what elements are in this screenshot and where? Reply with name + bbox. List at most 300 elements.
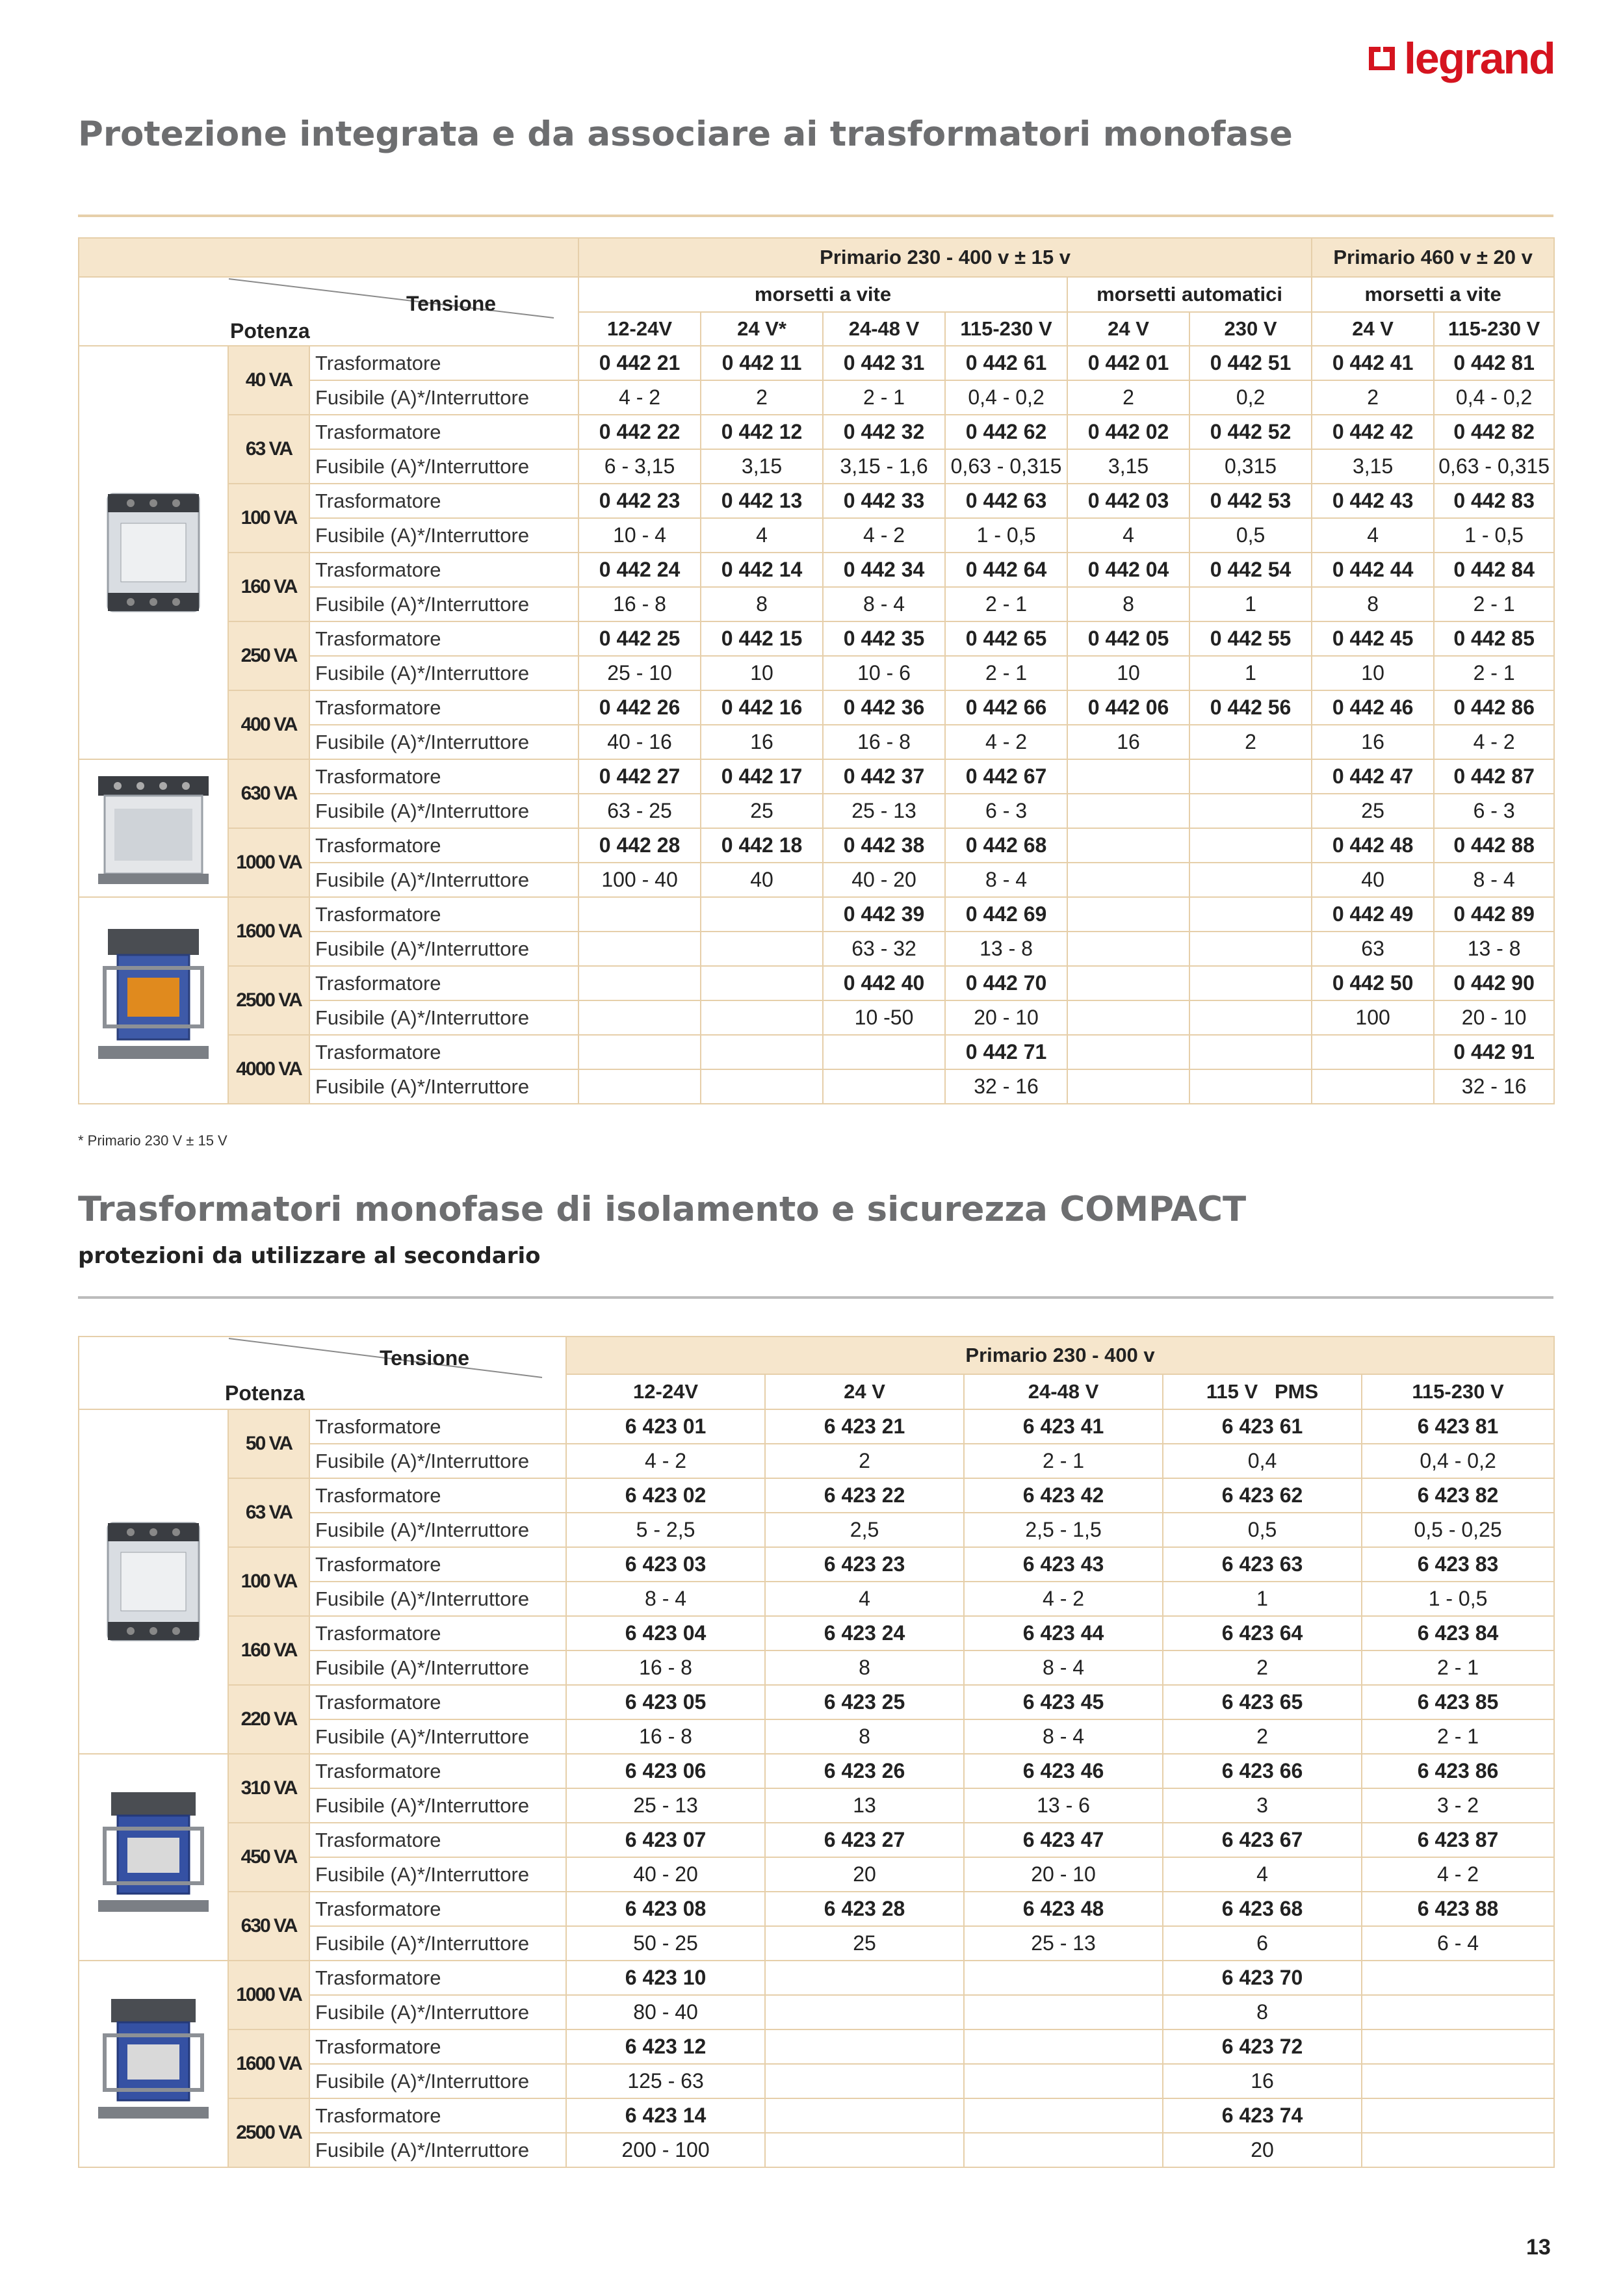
product-code: 6 423 22	[765, 1478, 964, 1513]
product-code: 6 423 26	[765, 1754, 964, 1788]
product-code: 0 442 18	[701, 828, 823, 863]
fuse-value: 0,4 - 0,2	[1434, 380, 1554, 415]
fuse-value: 8 - 4	[566, 1582, 765, 1616]
row-label-transformer: Trasformatore	[309, 1961, 566, 1995]
row-label-transformer: Trasformatore	[309, 1616, 566, 1650]
product-code	[1189, 759, 1312, 794]
fuse-value: 10	[701, 656, 823, 690]
row-label-transformer: Trasformatore	[309, 2029, 566, 2064]
row-label-transformer: Trasformatore	[309, 897, 578, 932]
header-band-blank	[79, 238, 578, 277]
row-label-transformer: Trasformatore	[309, 1478, 566, 1513]
fuse-value: 1	[1189, 656, 1312, 690]
product-code	[765, 2029, 964, 2064]
product-code	[1189, 966, 1312, 1000]
section1-divider	[78, 215, 1553, 217]
product-code	[1362, 2098, 1554, 2133]
transformer-row	[79, 1616, 1554, 1650]
product-code: 6 423 83	[1362, 1547, 1554, 1582]
subgroup-header: morsetti a vite	[578, 277, 1067, 312]
group-header: Primario 230 - 400 v	[566, 1337, 1554, 1374]
product-code: 0 442 65	[945, 621, 1067, 656]
product-code: 6 423 24	[765, 1616, 964, 1650]
product-code: 6 423 72	[1163, 2029, 1362, 2064]
product-code: 6 423 43	[964, 1547, 1163, 1582]
product-code: 6 423 05	[566, 1685, 765, 1719]
product-code: 6 423 68	[1163, 1892, 1362, 1926]
row-label-transformer: Trasformatore	[309, 759, 578, 794]
row-label-transformer: Trasformatore	[309, 1685, 566, 1719]
transformer-row	[79, 1685, 1554, 1719]
section2-table	[78, 1336, 1555, 2168]
fuse-value: 0,4	[1163, 1444, 1362, 1478]
header-corner	[79, 1337, 566, 1409]
product-code	[1067, 759, 1189, 794]
fuse-value: 2	[1189, 725, 1312, 759]
product-code: 6 423 61	[1163, 1409, 1362, 1444]
fuse-value: 1	[1189, 587, 1312, 621]
fuse-value	[1189, 932, 1312, 966]
compact-open-transformer-icon	[88, 1979, 218, 2148]
fuse-value	[1362, 1995, 1554, 2029]
product-code: 0 442 17	[701, 759, 823, 794]
column-header: 115-230 V	[1362, 1374, 1554, 1409]
power-rating: 400 VA	[228, 690, 309, 759]
product-code: 0 442 33	[823, 484, 945, 518]
power-rating: 2500 VA	[228, 2098, 309, 2167]
fuse-value: 10 - 6	[823, 656, 945, 690]
product-image	[79, 1754, 228, 1961]
transformer-row	[79, 966, 1554, 1000]
row-label-fuse: Fusibile (A)*/Interruttore	[309, 1650, 566, 1685]
transformer-row	[79, 897, 1554, 932]
fuse-value	[701, 1069, 823, 1104]
product-code: 6 423 08	[566, 1892, 765, 1926]
column-header: 12-24V	[578, 312, 701, 346]
fuse-value: 8	[1312, 587, 1434, 621]
fuse-value: 0,2	[1189, 380, 1312, 415]
transformer-row	[79, 690, 1554, 725]
row-label-fuse: Fusibile (A)*/Interruttore	[309, 518, 578, 553]
product-code: 0 442 03	[1067, 484, 1189, 518]
fuse-value	[578, 1069, 701, 1104]
product-code: 0 442 85	[1434, 621, 1554, 656]
product-code: 0 442 66	[945, 690, 1067, 725]
fuse-value: 2 - 1	[964, 1444, 1163, 1478]
row-label-transformer: Trasformatore	[309, 2098, 566, 2133]
product-code: 6 423 82	[1362, 1478, 1554, 1513]
fuse-value: 0,4 - 0,2	[1362, 1444, 1554, 1478]
product-code: 0 442 55	[1189, 621, 1312, 656]
fuse-value	[1067, 863, 1189, 897]
product-code: 0 442 83	[1434, 484, 1554, 518]
column-header: 24 V*	[701, 312, 823, 346]
product-code: 0 442 68	[945, 828, 1067, 863]
product-code	[765, 1961, 964, 1995]
fuse-value: 16	[1312, 725, 1434, 759]
product-code	[765, 2098, 964, 2133]
product-code: 6 423 64	[1163, 1616, 1362, 1650]
product-code: 6 423 07	[566, 1823, 765, 1857]
product-code: 0 442 89	[1434, 897, 1554, 932]
fuse-value	[964, 2064, 1163, 2098]
fuse-value: 25 - 13	[566, 1788, 765, 1823]
power-rating: 160 VA	[228, 553, 309, 621]
transformer-row	[79, 1035, 1554, 1069]
fuse-value: 13 - 8	[1434, 932, 1554, 966]
fuse-value: 16 - 8	[823, 725, 945, 759]
fuse-value: 13 - 8	[945, 932, 1067, 966]
row-label-transformer: Trasformatore	[309, 484, 578, 518]
product-code: 0 442 67	[945, 759, 1067, 794]
product-code: 6 423 66	[1163, 1754, 1362, 1788]
product-code: 6 423 62	[1163, 1478, 1362, 1513]
row-label-fuse: Fusibile (A)*/Interruttore	[309, 725, 578, 759]
product-code: 6 423 48	[964, 1892, 1163, 1926]
fuse-value: 4 - 2	[578, 380, 701, 415]
product-code: 0 442 12	[701, 415, 823, 449]
transformer-row	[79, 1961, 1554, 1995]
row-label-fuse: Fusibile (A)*/Interruttore	[309, 932, 578, 966]
row-label-fuse: Fusibile (A)*/Interruttore	[309, 1857, 566, 1892]
row-label-transformer: Trasformatore	[309, 1892, 566, 1926]
fuse-value: 0,5 - 0,25	[1362, 1513, 1554, 1547]
product-image	[79, 759, 228, 897]
transformer-row	[79, 553, 1554, 587]
fuse-value: 6 - 3	[1434, 794, 1554, 828]
fuse-value	[964, 2133, 1163, 2167]
fuse-value: 2 - 1	[823, 380, 945, 415]
power-rating: 40 VA	[228, 346, 309, 415]
fuse-value: 8	[701, 587, 823, 621]
power-rating: 1000 VA	[228, 828, 309, 897]
product-code: 0 442 05	[1067, 621, 1189, 656]
product-code: 6 423 67	[1163, 1823, 1362, 1857]
power-rating: 100 VA	[228, 484, 309, 553]
product-code: 0 442 48	[1312, 828, 1434, 863]
fuse-value	[1189, 1069, 1312, 1104]
transformer-row	[79, 621, 1554, 656]
product-code: 0 442 61	[945, 346, 1067, 380]
fuse-value: 13 - 6	[964, 1788, 1163, 1823]
power-rating: 63 VA	[228, 1478, 309, 1547]
product-code: 0 442 32	[823, 415, 945, 449]
product-code: 6 423 81	[1362, 1409, 1554, 1444]
product-code: 6 423 65	[1163, 1685, 1362, 1719]
product-code: 6 423 44	[964, 1616, 1163, 1650]
fuse-value: 200 - 100	[566, 2133, 765, 2167]
row-label-fuse: Fusibile (A)*/Interruttore	[309, 587, 578, 621]
product-code: 6 423 46	[964, 1754, 1163, 1788]
product-code: 6 423 01	[566, 1409, 765, 1444]
product-code: 0 442 37	[823, 759, 945, 794]
fuse-value: 6	[1163, 1926, 1362, 1961]
fuse-value	[1362, 2133, 1554, 2167]
section1-table	[78, 237, 1555, 1104]
product-code: 0 442 91	[1434, 1035, 1554, 1069]
fuse-value: 13	[765, 1788, 964, 1823]
fuse-value: 10	[1312, 656, 1434, 690]
fuse-value: 16	[701, 725, 823, 759]
column-header: 24 V	[1312, 312, 1434, 346]
product-code: 0 442 04	[1067, 553, 1189, 587]
fuse-value	[1067, 932, 1189, 966]
subgroup-header: morsetti a vite	[1312, 277, 1554, 312]
fuse-value	[1312, 1069, 1434, 1104]
product-code	[1067, 897, 1189, 932]
product-code	[578, 966, 701, 1000]
product-code: 0 442 25	[578, 621, 701, 656]
product-code	[1189, 1035, 1312, 1069]
row-label-fuse: Fusibile (A)*/Interruttore	[309, 1788, 566, 1823]
product-code: 0 442 53	[1189, 484, 1312, 518]
fuse-value	[578, 932, 701, 966]
header-corner	[79, 277, 578, 346]
section2-title: Trasformatori monofase di isolamento e sicurezza COMPACT	[78, 1190, 1247, 1229]
transformer-row	[79, 828, 1554, 863]
fuse-value: 40	[1312, 863, 1434, 897]
fuse-value: 16 - 8	[566, 1650, 765, 1685]
enclosed-transformer-icon	[92, 763, 215, 893]
section2-divider	[78, 1296, 1553, 1299]
product-code: 0 442 64	[945, 553, 1067, 587]
fuse-value: 25 - 13	[964, 1926, 1163, 1961]
product-code: 0 442 31	[823, 346, 945, 380]
fuse-value: 8 - 4	[945, 863, 1067, 897]
footnote: * Primario 230 V ± 15 V	[78, 1132, 227, 1149]
product-code	[1362, 2029, 1554, 2064]
power-rating: 2500 VA	[228, 966, 309, 1035]
fuse-value: 0,63 - 0,315	[945, 449, 1067, 484]
power-rating: 1600 VA	[228, 2029, 309, 2098]
row-label-transformer: Trasformatore	[309, 621, 578, 656]
product-image	[79, 1409, 228, 1754]
row-label-transformer: Trasformatore	[309, 690, 578, 725]
product-code: 6 423 63	[1163, 1547, 1362, 1582]
fuse-value: 3 - 2	[1362, 1788, 1554, 1823]
fuse-value	[765, 1995, 964, 2029]
row-label-fuse: Fusibile (A)*/Interruttore	[309, 1069, 578, 1104]
fuse-value	[701, 1000, 823, 1035]
product-code: 6 423 28	[765, 1892, 964, 1926]
fuse-value: 32 - 16	[945, 1069, 1067, 1104]
product-code: 6 423 21	[765, 1409, 964, 1444]
fuse-value: 16	[1067, 725, 1189, 759]
power-rating: 100 VA	[228, 1547, 309, 1616]
fuse-value	[1189, 794, 1312, 828]
row-label-transformer: Trasformatore	[309, 828, 578, 863]
transformer-row	[79, 1754, 1554, 1788]
fuse-value: 32 - 16	[1434, 1069, 1554, 1104]
product-code: 0 442 43	[1312, 484, 1434, 518]
product-code	[823, 1035, 945, 1069]
row-label-fuse: Fusibile (A)*/Interruttore	[309, 1444, 566, 1478]
fuse-value: 3,15	[1067, 449, 1189, 484]
column-header: 24-48 V	[823, 312, 945, 346]
fuse-value: 16 - 8	[566, 1719, 765, 1754]
fuse-value: 40 - 20	[566, 1857, 765, 1892]
power-rating: 1000 VA	[228, 1961, 309, 2029]
fuse-value: 8	[765, 1650, 964, 1685]
product-code	[701, 897, 823, 932]
column-header: 12-24V	[566, 1374, 765, 1409]
fuse-value: 63	[1312, 932, 1434, 966]
potenza-label: Potenza	[230, 319, 310, 343]
product-code: 6 423 03	[566, 1547, 765, 1582]
fuse-value: 8 - 4	[964, 1650, 1163, 1685]
fuse-value: 1 - 0,5	[945, 518, 1067, 553]
fuse-value: 4 - 2	[823, 518, 945, 553]
product-code: 0 442 11	[701, 346, 823, 380]
transformer-row	[79, 346, 1554, 380]
fuse-value: 8	[1067, 587, 1189, 621]
fuse-value	[964, 1995, 1163, 2029]
fuse-value: 20	[1163, 2133, 1362, 2167]
transformer-row	[79, 1409, 1554, 1444]
fuse-value	[1362, 2064, 1554, 2098]
fuse-value: 63 - 32	[823, 932, 945, 966]
fuse-value: 20	[765, 1857, 964, 1892]
row-label-fuse: Fusibile (A)*/Interruttore	[309, 380, 578, 415]
product-code: 0 442 51	[1189, 346, 1312, 380]
product-image	[79, 346, 228, 759]
section2-subtitle: protezioni da utilizzare al secondario	[78, 1243, 541, 1269]
fuse-value: 4 - 2	[945, 725, 1067, 759]
fuse-value: 10 - 4	[578, 518, 701, 553]
column-header: 24-48 V	[964, 1374, 1163, 1409]
fuse-value: 3,15	[1312, 449, 1434, 484]
transformer-row	[79, 2098, 1554, 2133]
fuse-value: 0,5	[1189, 518, 1312, 553]
row-label-fuse: Fusibile (A)*/Interruttore	[309, 2064, 566, 2098]
fuse-value: 4	[1312, 518, 1434, 553]
fuse-value	[765, 2064, 964, 2098]
product-code	[1362, 1961, 1554, 1995]
column-header: 24 V	[1067, 312, 1189, 346]
fuse-value: 2	[765, 1444, 964, 1478]
fuse-value: 40	[701, 863, 823, 897]
power-rating: 1600 VA	[228, 897, 309, 966]
product-code: 6 423 41	[964, 1409, 1163, 1444]
fuse-value: 4	[701, 518, 823, 553]
fuse-value: 25	[701, 794, 823, 828]
fuse-value	[1067, 1000, 1189, 1035]
subgroup-header: morsetti automatici	[1067, 277, 1312, 312]
product-code	[1067, 1035, 1189, 1069]
fuse-value: 4 - 2	[1362, 1857, 1554, 1892]
power-rating: 310 VA	[228, 1754, 309, 1823]
product-code: 6 423 25	[765, 1685, 964, 1719]
transformer-row	[79, 759, 1554, 794]
fuse-value: 20 - 10	[964, 1857, 1163, 1892]
fuse-value: 2 - 1	[1362, 1650, 1554, 1685]
power-rating: 250 VA	[228, 621, 309, 690]
open-frame-transformer-icon	[88, 916, 218, 1085]
fuse-value	[578, 1000, 701, 1035]
fuse-value	[1067, 794, 1189, 828]
product-code: 0 442 28	[578, 828, 701, 863]
product-code: 0 442 71	[945, 1035, 1067, 1069]
product-code	[1189, 828, 1312, 863]
product-code: 0 442 24	[578, 553, 701, 587]
fuse-value: 6 - 4	[1362, 1926, 1554, 1961]
product-code: 6 423 14	[566, 2098, 765, 2133]
row-label-transformer: Trasformatore	[309, 1409, 566, 1444]
product-code: 0 442 63	[945, 484, 1067, 518]
tensione-label: Tensione	[406, 292, 497, 315]
product-code: 6 423 12	[566, 2029, 765, 2064]
power-rating: 63 VA	[228, 415, 309, 484]
product-code: 0 442 86	[1434, 690, 1554, 725]
product-code: 6 423 47	[964, 1823, 1163, 1857]
product-code: 6 423 85	[1362, 1685, 1554, 1719]
legrand-logo	[1366, 33, 1555, 85]
potenza-label: Potenza	[225, 1381, 305, 1405]
product-code: 0 442 22	[578, 415, 701, 449]
power-rating: 160 VA	[228, 1616, 309, 1685]
product-code: 6 423 88	[1362, 1892, 1554, 1926]
row-label-fuse: Fusibile (A)*/Interruttore	[309, 1000, 578, 1035]
product-code: 0 442 81	[1434, 346, 1554, 380]
product-code: 0 442 90	[1434, 966, 1554, 1000]
row-label-fuse: Fusibile (A)*/Interruttore	[309, 449, 578, 484]
power-rating: 450 VA	[228, 1823, 309, 1892]
column-header: 24 V	[765, 1374, 964, 1409]
product-code	[964, 2098, 1163, 2133]
fuse-value: 10	[1067, 656, 1189, 690]
product-code: 0 442 14	[701, 553, 823, 587]
product-code: 0 442 16	[701, 690, 823, 725]
fuse-value: 50 - 25	[566, 1926, 765, 1961]
row-label-fuse: Fusibile (A)*/Interruttore	[309, 1926, 566, 1961]
column-header: 115 V PMS	[1163, 1374, 1362, 1409]
fuse-value: 0,4 - 0,2	[945, 380, 1067, 415]
group-header: Primario 230 - 400 v ± 15 v	[578, 238, 1312, 277]
product-image	[79, 1961, 228, 2167]
product-code: 0 442 52	[1189, 415, 1312, 449]
fuse-value: 2 - 1	[1434, 656, 1554, 690]
product-code: 0 442 42	[1312, 415, 1434, 449]
fuse-value: 10 -50	[823, 1000, 945, 1035]
product-code: 6 423 84	[1362, 1616, 1554, 1650]
transformer-row	[79, 415, 1554, 449]
fuse-value: 1	[1163, 1582, 1362, 1616]
transformer-row	[79, 1892, 1554, 1926]
fuse-value: 0,315	[1189, 449, 1312, 484]
fuse-value: 125 - 63	[566, 2064, 765, 2098]
row-label-transformer: Trasformatore	[309, 966, 578, 1000]
product-code: 0 442 02	[1067, 415, 1189, 449]
fuse-value: 0,5	[1163, 1513, 1362, 1547]
fuse-value	[1189, 1000, 1312, 1035]
product-code: 0 442 87	[1434, 759, 1554, 794]
row-label-transformer: Trasformatore	[309, 1754, 566, 1788]
fuse-value: 3,15 - 1,6	[823, 449, 945, 484]
product-code: 6 423 45	[964, 1685, 1163, 1719]
product-code: 0 442 49	[1312, 897, 1434, 932]
fuse-value: 2	[1067, 380, 1189, 415]
power-rating: 4000 VA	[228, 1035, 309, 1104]
fuse-value	[1067, 1069, 1189, 1104]
fuse-value: 3,15	[701, 449, 823, 484]
fuse-value: 100	[1312, 1000, 1434, 1035]
product-code	[1067, 966, 1189, 1000]
product-code: 0 442 23	[578, 484, 701, 518]
row-label-fuse: Fusibile (A)*/Interruttore	[309, 2133, 566, 2167]
product-code: 0 442 35	[823, 621, 945, 656]
product-code: 6 423 23	[765, 1547, 964, 1582]
column-header: 115-230 V	[1434, 312, 1554, 346]
